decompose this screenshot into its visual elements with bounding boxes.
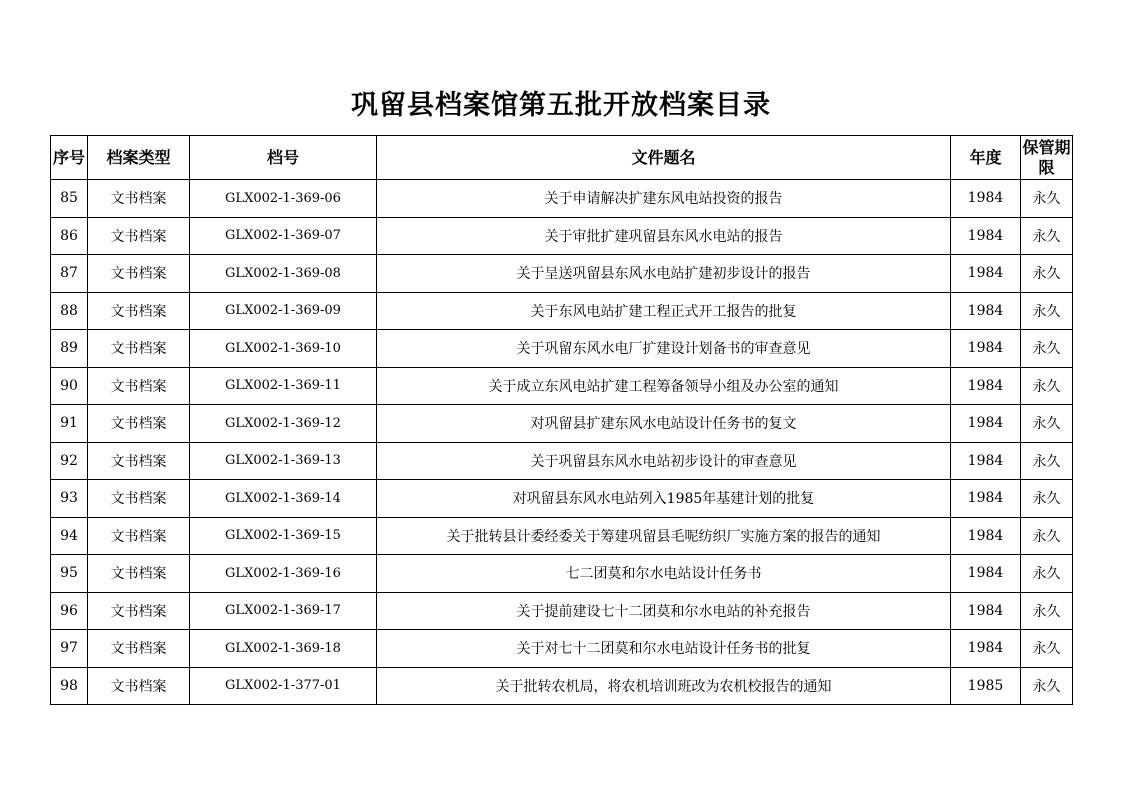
cell-archive-number: GLX002-1-369-09	[190, 292, 377, 330]
cell-type: 文书档案	[88, 217, 190, 255]
table-row	[51, 555, 1073, 593]
cell-retention: 永久	[1021, 517, 1073, 555]
cell-type: 文书档案	[88, 330, 190, 368]
cell-year: 1984	[951, 517, 1021, 555]
cell-archive-number: GLX002-1-369-14	[190, 480, 377, 518]
table-row	[51, 592, 1073, 630]
cell-seq: 96	[51, 592, 88, 630]
cell-retention: 永久	[1021, 667, 1073, 705]
table-row	[51, 442, 1073, 480]
cell-file-title: 关于成立东风电站扩建工程筹备领导小组及办公室的通知	[377, 367, 951, 405]
cell-year: 1984	[951, 217, 1021, 255]
cell-year: 1984	[951, 330, 1021, 368]
cell-archive-number: GLX002-1-369-15	[190, 517, 377, 555]
cell-archive-number: GLX002-1-369-08	[190, 255, 377, 293]
cell-file-title: 七二团莫和尔水电站设计任务书	[377, 555, 951, 593]
cell-year: 1984	[951, 442, 1021, 480]
cell-year: 1984	[951, 367, 1021, 405]
table-row	[51, 480, 1073, 518]
cell-seq: 87	[51, 255, 88, 293]
cell-retention: 永久	[1021, 405, 1073, 443]
cell-type: 文书档案	[88, 180, 190, 218]
cell-seq: 98	[51, 667, 88, 705]
cell-file-title: 对巩留县扩建东风水电站设计任务书的复文	[377, 405, 951, 443]
cell-file-title: 对巩留县东风水电站列入1985年基建计划的批复	[377, 480, 951, 518]
cell-type: 文书档案	[88, 405, 190, 443]
table-body	[51, 180, 1073, 705]
cell-retention: 永久	[1021, 180, 1073, 218]
cell-year: 1984	[951, 555, 1021, 593]
cell-retention: 永久	[1021, 217, 1073, 255]
table-header-row	[51, 136, 1073, 180]
header-seq: 序号	[51, 136, 88, 180]
cell-type: 文书档案	[88, 255, 190, 293]
table-row	[51, 367, 1073, 405]
cell-file-title: 关于巩留东风水电厂扩建设计划备书的审查意见	[377, 330, 951, 368]
cell-archive-number: GLX002-1-369-06	[190, 180, 377, 218]
table-row	[51, 217, 1073, 255]
cell-file-title: 关于巩留县东风水电站初步设计的审查意见	[377, 442, 951, 480]
cell-archive-number: GLX002-1-369-07	[190, 217, 377, 255]
cell-year: 1984	[951, 630, 1021, 668]
cell-retention: 永久	[1021, 592, 1073, 630]
cell-seq: 91	[51, 405, 88, 443]
cell-year: 1984	[951, 292, 1021, 330]
cell-type: 文书档案	[88, 367, 190, 405]
cell-seq: 90	[51, 367, 88, 405]
table-row	[51, 667, 1073, 705]
cell-archive-number: GLX002-1-369-17	[190, 592, 377, 630]
cell-file-title: 关于呈送巩留县东风水电站扩建初步设计的报告	[377, 255, 951, 293]
cell-retention: 永久	[1021, 630, 1073, 668]
header-type: 档案类型	[88, 136, 190, 180]
cell-archive-number: GLX002-1-369-10	[190, 330, 377, 368]
cell-archive-number: GLX002-1-377-01	[190, 667, 377, 705]
cell-file-title: 关于对七十二团莫和尔水电站设计任务书的批复	[377, 630, 951, 668]
cell-file-title: 关于申请解决扩建东风电站投资的报告	[377, 180, 951, 218]
cell-year: 1984	[951, 592, 1021, 630]
archive-catalog-table	[50, 135, 1073, 705]
cell-seq: 93	[51, 480, 88, 518]
cell-type: 文书档案	[88, 555, 190, 593]
cell-year: 1984	[951, 180, 1021, 218]
header-file-title: 文件题名	[377, 136, 951, 180]
cell-retention: 永久	[1021, 480, 1073, 518]
table-row	[51, 630, 1073, 668]
cell-file-title: 关于批转农机局，将农机培训班改为农机校报告的通知	[377, 667, 951, 705]
cell-retention: 永久	[1021, 442, 1073, 480]
cell-type: 文书档案	[88, 480, 190, 518]
cell-type: 文书档案	[88, 442, 190, 480]
cell-type: 文书档案	[88, 592, 190, 630]
cell-type: 文书档案	[88, 292, 190, 330]
table-row	[51, 255, 1073, 293]
table-row	[51, 405, 1073, 443]
header-year: 年度	[951, 136, 1021, 180]
cell-seq: 97	[51, 630, 88, 668]
cell-retention: 永久	[1021, 330, 1073, 368]
table-row	[51, 180, 1073, 218]
cell-type: 文书档案	[88, 667, 190, 705]
table-row	[51, 292, 1073, 330]
cell-file-title: 关于东风电站扩建工程正式开工报告的批复	[377, 292, 951, 330]
cell-retention: 永久	[1021, 292, 1073, 330]
header-number: 档号	[190, 136, 377, 180]
cell-archive-number: GLX002-1-369-11	[190, 367, 377, 405]
cell-year: 1984	[951, 480, 1021, 518]
cell-type: 文书档案	[88, 630, 190, 668]
cell-file-title: 关于审批扩建巩留县东风水电站的报告	[377, 217, 951, 255]
cell-seq: 88	[51, 292, 88, 330]
cell-archive-number: GLX002-1-369-16	[190, 555, 377, 593]
cell-retention: 永久	[1021, 255, 1073, 293]
cell-archive-number: GLX002-1-369-13	[190, 442, 377, 480]
cell-year: 1985	[951, 667, 1021, 705]
cell-year: 1984	[951, 255, 1021, 293]
cell-archive-number: GLX002-1-369-12	[190, 405, 377, 443]
cell-seq: 92	[51, 442, 88, 480]
page-title: 巩留县档案馆第五批开放档案目录	[351, 90, 771, 121]
cell-seq: 85	[51, 180, 88, 218]
cell-archive-number: GLX002-1-369-18	[190, 630, 377, 668]
cell-seq: 89	[51, 330, 88, 368]
cell-file-title: 关于提前建设七十二团莫和尔水电站的补充报告	[377, 592, 951, 630]
table-row	[51, 330, 1073, 368]
cell-retention: 永久	[1021, 367, 1073, 405]
cell-seq: 86	[51, 217, 88, 255]
cell-type: 文书档案	[88, 517, 190, 555]
cell-year: 1984	[951, 405, 1021, 443]
table-row	[51, 517, 1073, 555]
header-retention: 保管期限	[1021, 136, 1073, 180]
cell-file-title: 关于批转县计委经委关于筹建巩留县毛呢纺织厂实施方案的报告的通知	[377, 517, 951, 555]
cell-seq: 94	[51, 517, 88, 555]
cell-retention: 永久	[1021, 555, 1073, 593]
cell-seq: 95	[51, 555, 88, 593]
